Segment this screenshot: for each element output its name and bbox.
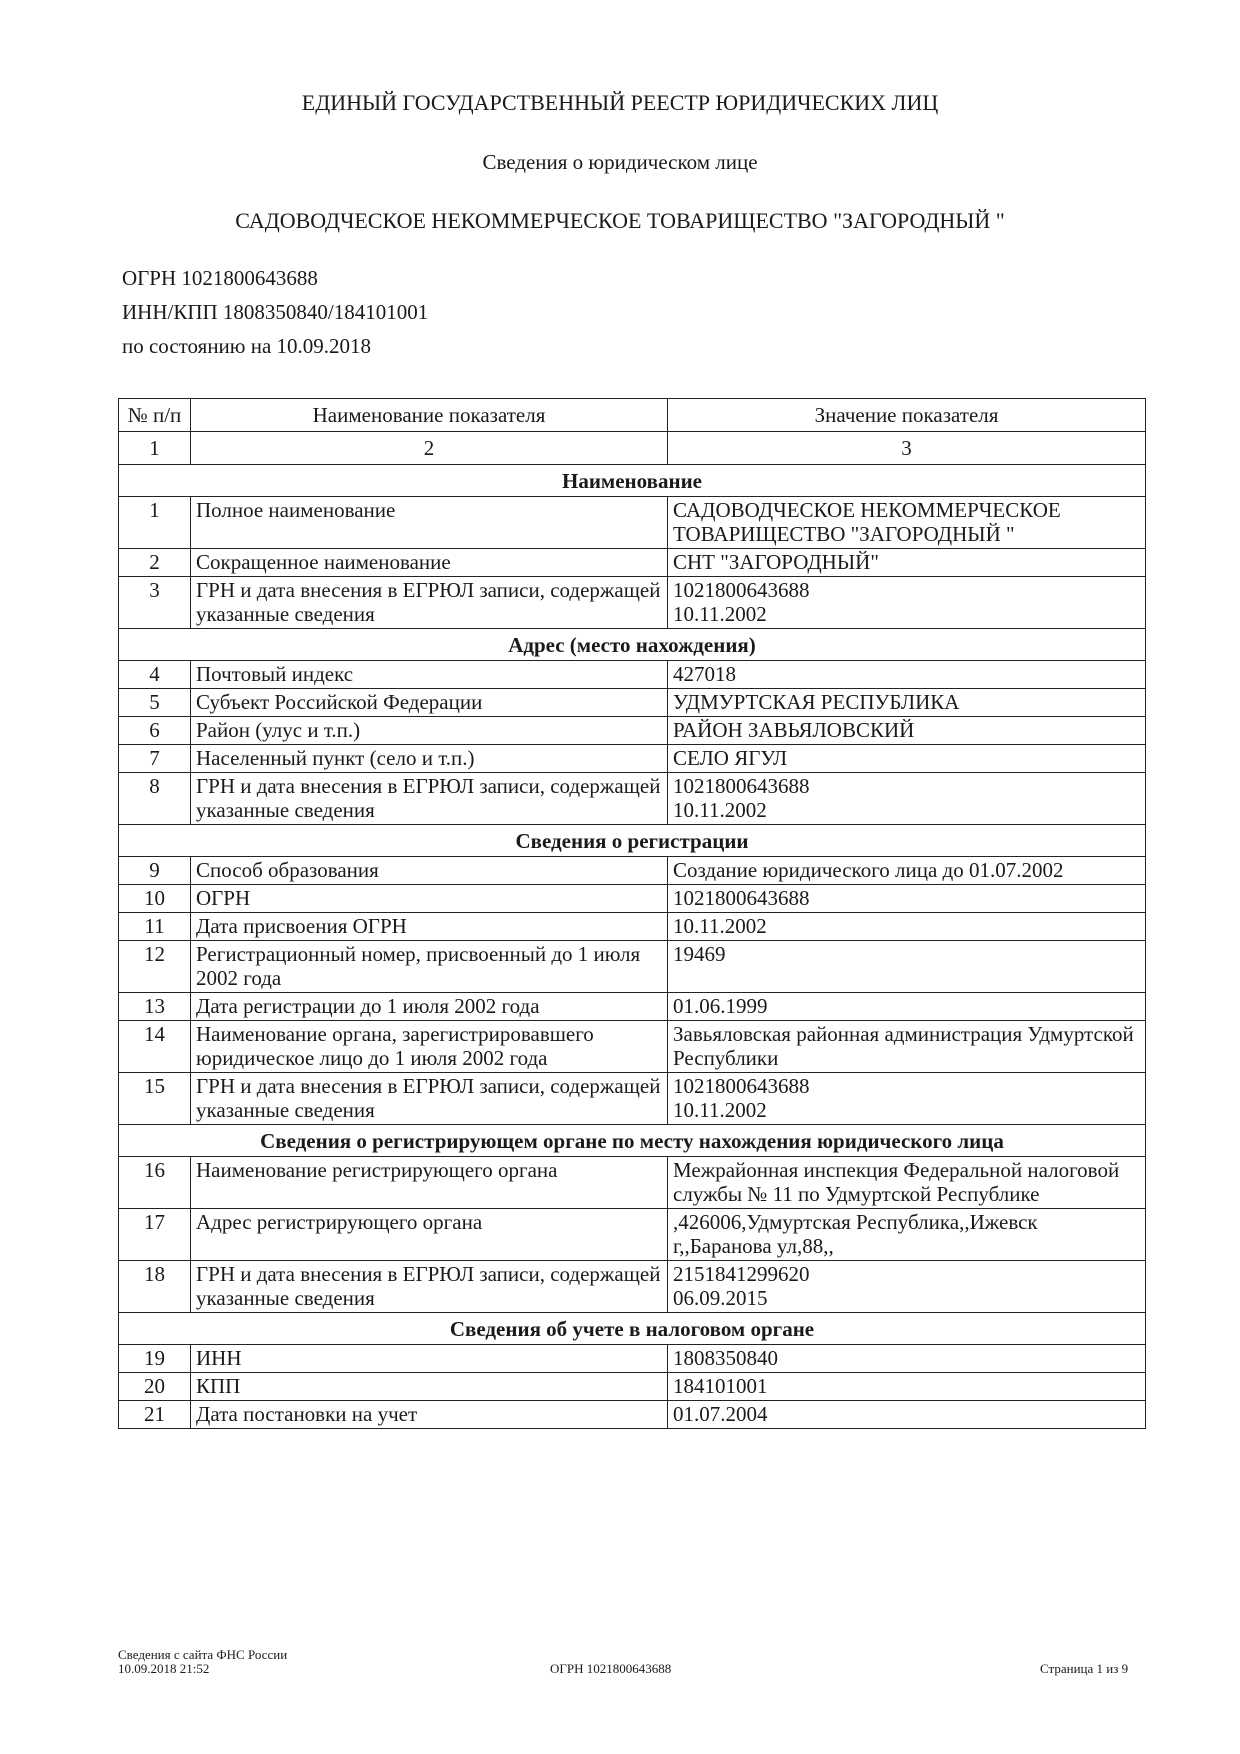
indicator-name: ИНН (191, 1345, 668, 1373)
table-row (119, 745, 1146, 773)
table-row (119, 993, 1146, 1021)
table-row (119, 1345, 1146, 1373)
row-number: 4 (119, 661, 191, 689)
table-row (119, 1209, 1146, 1261)
column-numbers-row (119, 432, 1146, 465)
indicator-name: Способ образования (191, 857, 668, 885)
row-number: 5 (119, 689, 191, 717)
row-number: 15 (119, 1073, 191, 1125)
row-number: 20 (119, 1373, 191, 1401)
indicator-value: Создание юридического лица до 01.07.2002 (668, 857, 1146, 885)
document-subtitle: Сведения о юридическом лице (482, 150, 758, 174)
indicator-name: ГРН и дата внесения в ЕГРЮЛ записи, содержащей указанные сведения (191, 1261, 668, 1313)
indicator-name: Сокращенное наименование (191, 549, 668, 577)
row-number: 8 (119, 773, 191, 825)
section-title: Сведения о регистрации (119, 825, 1146, 857)
indicator-value: 19469 (668, 941, 1146, 993)
row-number: 11 (119, 913, 191, 941)
row-number: 6 (119, 717, 191, 745)
row-number: 13 (119, 993, 191, 1021)
indicator-name: Адрес регистрирующего органа (191, 1209, 668, 1261)
table-row (119, 689, 1146, 717)
indicator-name: Субъект Российской Федерации (191, 689, 668, 717)
indicator-name: Наименование органа, зарегистрировавшего юридическое лицо до 1 июля 2002 года (191, 1021, 668, 1073)
column-header-indicator: Наименование показателя (191, 399, 668, 432)
row-number: 10 (119, 885, 191, 913)
indicator-name: ГРН и дата внесения в ЕГРЮЛ записи, содержащей указанные сведения (191, 1073, 668, 1125)
row-number: 12 (119, 941, 191, 993)
indicator-name: Наименование регистрирующего органа (191, 1157, 668, 1209)
table-row (119, 857, 1146, 885)
section-header-row (119, 825, 1146, 857)
indicator-name: Почтовый индекс (191, 661, 668, 689)
section-header-row (119, 1125, 1146, 1157)
row-number: 16 (119, 1157, 191, 1209)
column-header-value: Значение показателя (668, 399, 1146, 432)
as-of-date-line: по состоянию на 10.09.2018 (122, 334, 372, 358)
footer-datetime: 10.09.2018 21:52 (118, 1661, 210, 1676)
row-number: 18 (119, 1261, 191, 1313)
indicator-value: СЕЛО ЯГУЛ (668, 745, 1146, 773)
table-row (119, 1373, 1146, 1401)
footer-ogrn: ОГРН 1021800643688 (550, 1661, 672, 1676)
indicator-value: 1808350840 (668, 1345, 1146, 1373)
registry-table (118, 398, 1146, 1429)
ogrn-line: ОГРН 1021800643688 (122, 266, 318, 290)
indicator-value: 2151841299620 06.09.2015 (668, 1261, 1146, 1313)
indicator-value: ,426006,Удмуртская Республика,,Ижевск г,,Баранова ул,88,, (668, 1209, 1146, 1261)
indicator-value: Завьяловская районная администрация Удмуртской Республики (668, 1021, 1146, 1073)
column-number-2: 2 (191, 432, 668, 465)
section-header-row (119, 629, 1146, 661)
indicator-name: ГРН и дата внесения в ЕГРЮЛ записи, содержащей указанные сведения (191, 577, 668, 629)
indicator-value: 10.11.2002 (668, 913, 1146, 941)
section-header-row (119, 465, 1146, 497)
indicator-value: Межрайонная инспекция Федеральной налоговой службы № 11 по Удмуртской Республике (668, 1157, 1146, 1209)
section-title: Сведения о регистрирующем органе по месту нахождения юридического лица (119, 1125, 1146, 1157)
indicator-name: Район (улус и т.п.) (191, 717, 668, 745)
indicator-value: РАЙОН ЗАВЬЯЛОВСКИЙ (668, 717, 1146, 745)
indicator-value: САДОВОДЧЕСКОЕ НЕКОММЕРЧЕСКОЕ ТОВАРИЩЕСТВО "ЗАГОРОДНЫЙ " (668, 497, 1146, 549)
indicator-value: 1021800643688 10.11.2002 (668, 773, 1146, 825)
indicator-value: 1021800643688 10.11.2002 (668, 1073, 1146, 1125)
indicator-name: Регистрационный номер, присвоенный до 1 июля 2002 года (191, 941, 668, 993)
indicator-name: Дата присвоения ОГРН (191, 913, 668, 941)
indicator-name: ГРН и дата внесения в ЕГРЮЛ записи, содержащей указанные сведения (191, 773, 668, 825)
row-number: 19 (119, 1345, 191, 1373)
organization-name: САДОВОДЧЕСКОЕ НЕКОММЕРЧЕСКОЕ ТОВАРИЩЕСТВО "ЗАГОРОДНЫЙ " (235, 208, 1005, 233)
column-number-1: 1 (119, 432, 191, 465)
table-row (119, 1157, 1146, 1209)
footer-page-number: Страница 1 из 9 (1040, 1661, 1129, 1676)
column-header-number: № п/п (119, 399, 191, 432)
indicator-name: КПП (191, 1373, 668, 1401)
row-number: 17 (119, 1209, 191, 1261)
footer-source (118, 1648, 287, 1676)
indicator-name: ОГРН (191, 885, 668, 913)
row-number: 7 (119, 745, 191, 773)
footer-source-text: Сведения с сайта ФНС России (118, 1647, 288, 1662)
table-row (119, 773, 1146, 825)
section-title: Адрес (место нахождения) (119, 629, 1146, 661)
table-row (119, 913, 1146, 941)
section-header-row (119, 1313, 1146, 1345)
table-row (119, 1401, 1146, 1429)
indicator-name: Населенный пункт (село и т.п.) (191, 745, 668, 773)
inn-kpp-line: ИНН/КПП 1808350840/184101001 (122, 300, 429, 324)
indicator-value: 184101001 (668, 1373, 1146, 1401)
section-title: Наименование (119, 465, 1146, 497)
row-number: 3 (119, 577, 191, 629)
indicator-value: 01.07.2004 (668, 1401, 1146, 1429)
table-row (119, 885, 1146, 913)
table-header-row (119, 399, 1146, 432)
table-row (119, 941, 1146, 993)
column-number-3: 3 (668, 432, 1146, 465)
table-row (119, 549, 1146, 577)
table-row (119, 661, 1146, 689)
indicator-name: Дата регистрации до 1 июля 2002 года (191, 993, 668, 1021)
row-number: 2 (119, 549, 191, 577)
table-row (119, 1021, 1146, 1073)
table-row (119, 1261, 1146, 1313)
indicator-value: УДМУРТСКАЯ РЕСПУБЛИКА (668, 689, 1146, 717)
indicator-value: 01.06.1999 (668, 993, 1146, 1021)
table-row (119, 497, 1146, 549)
section-title: Сведения об учете в налоговом органе (119, 1313, 1146, 1345)
row-number: 21 (119, 1401, 191, 1429)
indicator-name: Полное наименование (191, 497, 668, 549)
indicator-value: СНТ "ЗАГОРОДНЫЙ" (668, 549, 1146, 577)
indicator-value: 1021800643688 10.11.2002 (668, 577, 1146, 629)
row-number: 14 (119, 1021, 191, 1073)
indicator-value: 427018 (668, 661, 1146, 689)
indicator-value: 1021800643688 (668, 885, 1146, 913)
table-row (119, 1073, 1146, 1125)
table-row (119, 577, 1146, 629)
row-number: 1 (119, 497, 191, 549)
table-row (119, 717, 1146, 745)
row-number: 9 (119, 857, 191, 885)
indicator-name: Дата постановки на учет (191, 1401, 668, 1429)
document-title: ЕДИНЫЙ ГОСУДАРСТВЕННЫЙ РЕЕСТР ЮРИДИЧЕСКИХ ЛИЦ (301, 90, 939, 115)
